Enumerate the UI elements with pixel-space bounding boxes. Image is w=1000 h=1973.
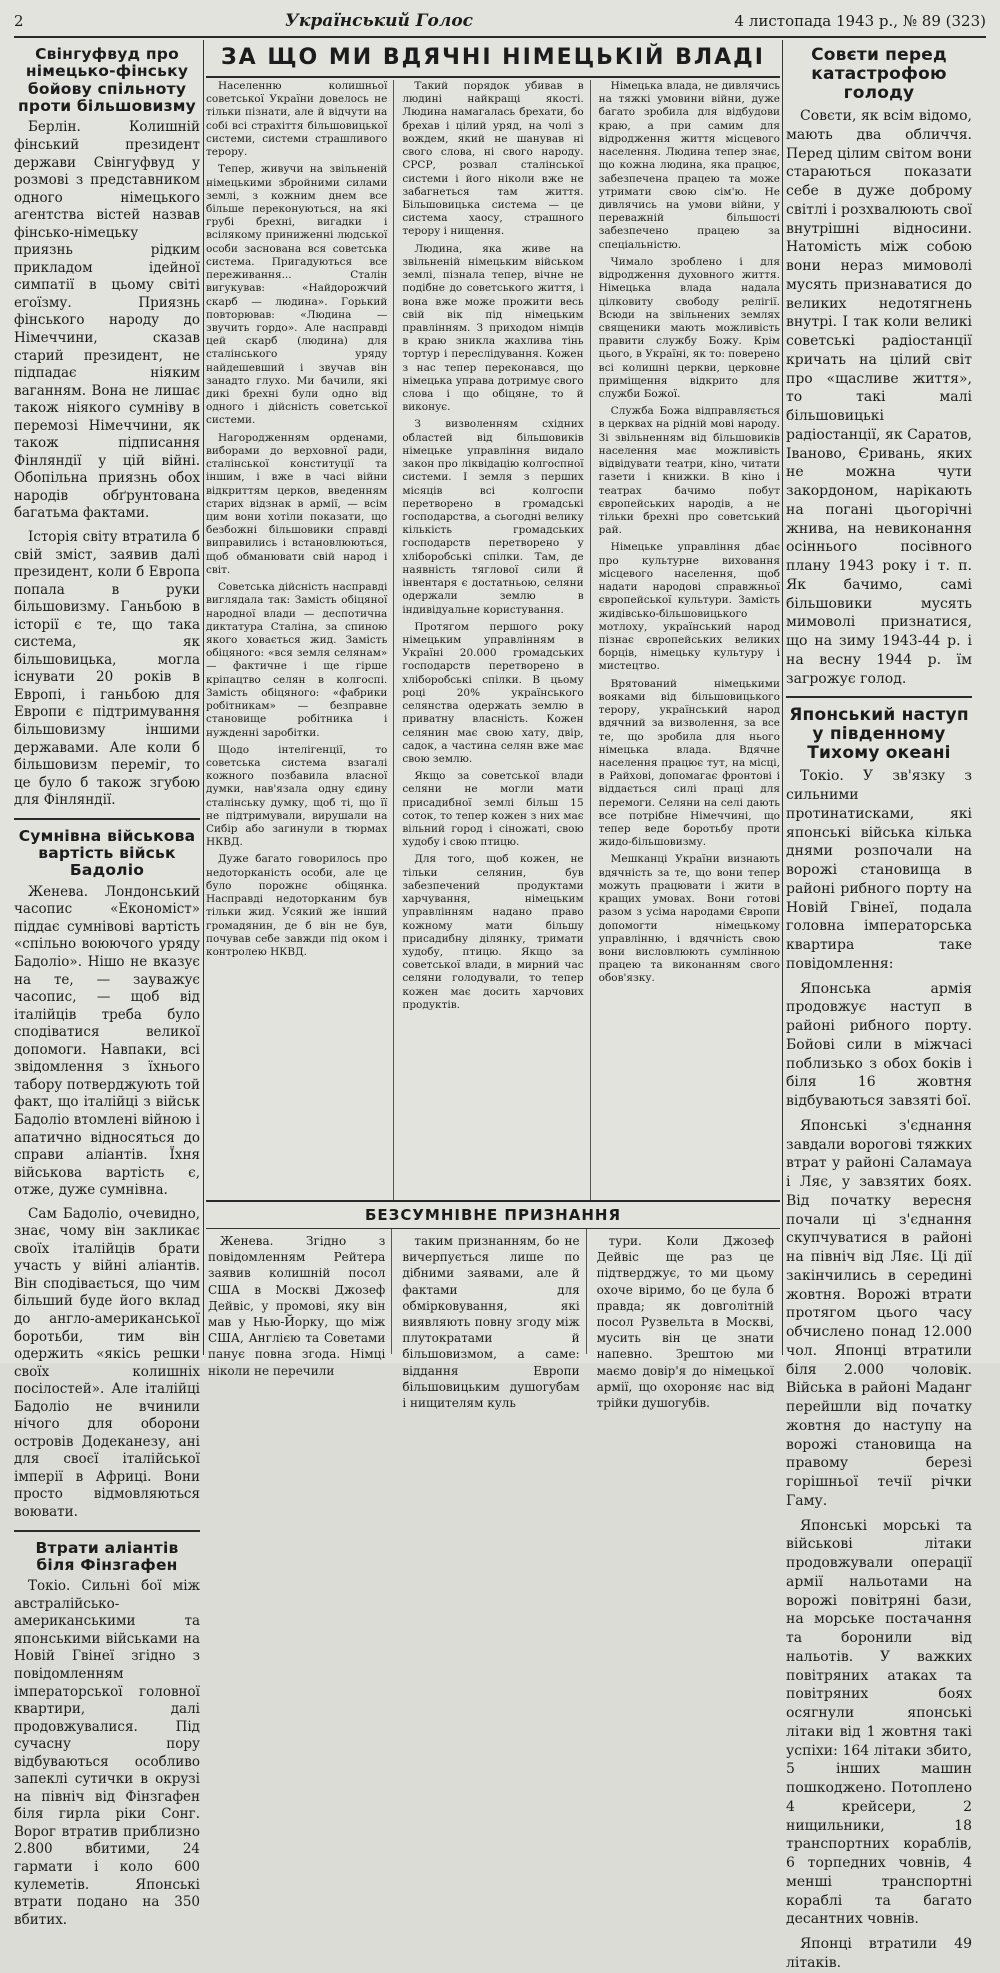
paragraph: Японці втратили 49 літаків.	[786, 1936, 972, 1971]
paragraph: Совєти, як всім відомо, мають два обличчя. Перед цілим світом вони стараються показати себе в дуже доброму світлі і розхвалюють свої внутрішні відносини. Натомість між собою вони нераз мимоволі мусять признаватися до великих недотягнень внутрі. І так коли великі советські радіостанції кричать на цілий світ про «щасливе життя», то такі малі більшовицькі радіостанції, як Саратов, Іваново, Єривань, яких не можна чути закордоном, нарікають на погані цьогорічні жнива, на невиконання осіннього посівного плану 1943 року і т. п. Як бачимо, самі більшовики мусять мимоволі признатися, що на зиму 1943-44 р. і на весну 1944 р. їм загрожує голод.	[786, 108, 972, 687]
article-title-japan: Японський наступ у південному Тихому океані	[789, 705, 969, 764]
paragraph: Нагородженням орденами, виборами до верховної ради, сталінської конституції та іншим, і вже в часі війни відкриттям церков, введенням старих відзнак в армії, — всім цим вони хотіли показати, що безбожні більшовики справді виправились і встановлюються, щоб обманювати свій народ і світ.	[206, 431, 388, 576]
page-header	[14, 6, 986, 38]
article-svinhufvud	[14, 119, 200, 809]
paragraph: Німецька влада, не дивлячись на тяжкі умовини війни, дуже багато зробила для відбудови краю, а при самим для відродження життя місцевого населення. Людина тепер знає, що кожна людина, яка працює, забезпечена працею та може утримати свою сім'ю. Не дивлячись на умови війни, у переважній більшості забезпечено працею за спеціальністю.	[598, 80, 780, 251]
paragraph: Сам Бадоліо, очевидно, знає, чому він закликає своїх італійців брати участь у війні аліантів. Він сподівається, що чим більший буде його вклад до англо-американської боротьби, тим він одержить «якісь решки своїх колишніх посілостей». Але італійці Бадоліо не вчинили нічого для оборони островів Додеканезу, ані для своєї італійської імперії в Африці. Вони просто відмовляються воювати.	[14, 1205, 200, 1520]
paragraph: Советська дійсність насправді виглядала так: Замість обіцяної народної влади — деспотична диктатура Сталіна, за спиною якого ховається жид. Замість обіцяного: «вся земля селянам» — фактичне і ще гірше кріпацтво селян в колгоспі. Замість обіцяного: «фабрики робітникам» — безправне становище робітника і нужденні заробітки.	[206, 581, 388, 739]
paragraph: Щодо інтелігенції, то советська система взагалі кожного позбавила власної думки, нав'язала одну єдину сталінську думку, щоб ті, що її не підтримували, вирушали на Сибір або загинули в тюрмах НКВД.	[206, 743, 388, 849]
paragraph: Чимало зроблено і для відродження духовного життя. Німецька влада надала цілковиту свободу релігії. Всюди на звільнених землях священики мають можливість правити службу Божу. Крім цього, в Україні, як то: поверено всі колишні церкви, церковне приміщення відкрито для служби Божої.	[598, 255, 780, 401]
paragraph: таким признанням, бо не вичерпується лише по дібними заявами, але й фактами для обмірковування, які виявляють повну згоду між плутократами й більшовизмом, а саме: віддання Европи більшовицьким душогубам і нищителям куль	[402, 1234, 580, 1410]
bottom-article-column-2	[400, 1229, 586, 1410]
paragraph: Токіо. У зв'язку з сильними протинатисками, які японські війська кілька днями розпочали на ворожі становища в районі рибного порту на Новій Гвінеї, подала головна імператорська квартира таке повідомлення:	[786, 768, 972, 972]
article-title-finschhafen: Втрати аліантів біля Фінзгафен	[35, 1538, 179, 1574]
paper-name: Український Голос	[285, 11, 474, 31]
left-column	[14, 40, 200, 1928]
article-title-famine: Совєти перед катастрофою голоду	[811, 45, 947, 104]
divider	[14, 1530, 200, 1532]
paragraph: Берлін. Колишній фінський президент держави Свінгуфвуд у розмові з представником одного німецького агентства вістей назвав фінсько-німецьку приязнь рідким прикладом ідейної симпатії в цьому світі егоїзму. Приязнь фінського народу до Німеччини, сказав старий президент, не підпадає ніяким ваганням. Вона не лишає також ніякого сумніву в перемозі Німеччини, як також підписання Фінляндії у цій війні. Обопільна приязнь обох народів обґрунтована багатьма фактами.	[14, 119, 200, 522]
divider	[786, 696, 972, 698]
divider	[14, 818, 200, 820]
article-japan	[786, 767, 972, 1972]
paragraph: Якщо за советської влади селяни не могли мати присадибної землі більш 15 соток, то тепер кожен з них має вільний город і сіножаті, свою худобу і свою птицю.	[402, 770, 584, 849]
paragraph: Мешканці України визнають вдячність за те, що вони тепер можуть працювати і жити в кращих умовах. Вони готові разом з усіма народами Європи допомогти німецькому управлінню, і вдячність свою вони висловлюють сумлінною працею та виконанням свого обов'язку.	[598, 853, 780, 985]
paragraph: Японські морські та військові літаки продовжували операції армії нальотами на ворожі повітряні бази, на морське постачання та боронили від нальотів. У важких повітряних атаках та повітряних боях осягнули японські літаки від 1 жовтня такі успіхи: 164 літаки збито, 5 інших машин пошкоджено. Потоплено 4 крейсери, 2 нищильники, 18 транспортних кораблів, 6 торпедних човнів, 4 менші транспортні кораблі та багато десантних човнів.	[786, 1517, 972, 1928]
bottom-article	[206, 1200, 780, 1410]
paragraph: тури. Коли Джозеф Дейвіс ще раз це підтверджує, то ми цьому охоче віримо, бо це була б правда; як довголітній посол Рузвельта в Москві, мусить він це знати напевно. Зрештою ми маємо довір'я до німецької армії, що охороняє нас від трійки душогубів.	[596, 1234, 774, 1410]
main-article-column-2	[402, 80, 590, 1200]
article-title-badoglio: Сумнівна військова вартість військ Бадоліо	[18, 826, 196, 880]
page-number: 2	[14, 12, 24, 30]
paragraph: Токіо. Сильні бої між австралійсько-американськими та японськими військами на Новій Гвінеї згідно з повідомленням імператорської головної квартири, далі продовжувалися. Під сучасну пору відбуваються особливо запеклі сутички в окрузі на північ від Фінзгафен біля гирла ріки Сонг. Ворог втратив приблизно 2.800 вбитими, 24 гармати і коло 600 кулеметів. Японські втрати подано на 350 вбитих.	[14, 1578, 200, 1928]
article-badoglio	[14, 884, 200, 1522]
article-famine	[786, 107, 972, 688]
bottom-article-column-1	[206, 1229, 392, 1378]
paragraph: Тепер, живучи на звільненій німецькими збройними силами землі, з кожним днем все більше переконуються, на які грубі брехні, вигадки і всілякому приниженні людської особи заснована вся советська система. Пригадуються все переживання... Сталін вигукував: «Найдорожчий скарб — людина». Горький повторював: «Людина — звучить гордо». Але насправді цей скарб (людина) для сталінського уряду найдешевший і звучав він занадто глухо. Ми бачили, які дикі брехні були одно від одного і дійсність советської системи.	[206, 163, 388, 427]
bottom-article-body	[206, 1229, 780, 1410]
main-article-title: ЗА ЩО МИ ВДЯЧНІ НІМЕЦЬКІЙ ВЛАДІ	[206, 40, 780, 78]
paragraph: Людина, яка живе на звільненій німецьким військом землі, пізнала тепер, вічне не подібне до советського життя, і вона вже може прожити весь свій вік під німецьким правлінням. З приходом німців в краю зникла жахлива тінь тортур і переслідування. Кожен з нас тепер переконався, що німецька управа дотримує свого слова і що обіцяне, то й виконує.	[402, 242, 584, 414]
main-article-body	[206, 80, 780, 1200]
issue-info: 4 листопада 1943 р., № 89 (323)	[734, 12, 986, 30]
paragraph: Японська армія продовжує наступ в районі рибного порту. Бойові сили в міжчасі поблизько з обох боків і біля 16 жовтня відбуваються завзяті бої.	[786, 980, 972, 1110]
column-rule	[782, 40, 783, 1355]
article-title-svinhufvud: Свінгуфвуд про німецько-фінську бойову спільноту проти більшовизму	[18, 45, 196, 116]
paragraph: Протягом першого року німецьким управлінням в Україні 20.000 громадських господарств перетворено в хліборобські спілки. В цьому році 20% українського селянства одержать землю в приватну власність. Кожен селянин має свою хату, двір, садок, а частина селян вже має свою землю.	[402, 620, 584, 765]
paragraph: Населенню колишньої советської України довелось не тільки пізнати, але й відчути на собі всі страхіття більшовицької системи, системи страшливого терору.	[206, 80, 388, 159]
main-article-column-3	[599, 80, 780, 1200]
article-finschhafen	[14, 1578, 200, 1929]
paragraph: Німецьке управління дбає про культурне виховання місцевого населення, щоб надати народові справжньої європейської культури. Замість жидівсько-більшовицького мотлоху, український народ пізнає європейських великих борців, німецьку культуру і мистецтво.	[598, 541, 780, 673]
paragraph: Історія світу втратила б свій зміст, заявив далі президент, коли б Европа попала в руки більшовизму. Ганьбою в історії є те, що така система, як більшовицька, могла існувати 20 років в Европі, і ганьбою для Европи є підтримування більшовизму іншими державами. Але коли б більшовизм переміг, то це було б також згубою для Фінляндії.	[14, 529, 200, 809]
paragraph: З визволенням східних областей від більшовиків німецьке управління видало закон про ліквідацію колгоспної системи. І земля з перших місяців всі колгоспи перетворено в громадські господарства, а сьогодні велику кількість громадських господарств перетворено у хліборобські спілки. Там, де наявність тяглової сили й інвентаря є достатньою, селяни одержали землю в індивідуальне користування.	[402, 418, 584, 616]
right-column	[786, 40, 972, 1971]
main-article-column-1	[206, 80, 394, 1200]
paragraph: Для того, щоб кожен, не тільки селянин, був забезпечений продуктами харчування, німецьким управлінням надано право кожному мати більшу присадибну ділянку, тримати худобу, птицю. Якщо за советської влади, в мирний час селяни голодували, то тепер кожен має досить харчових продуктів.	[402, 853, 584, 1011]
paragraph: Женева. Згідно з повідомленням Рейтера заявив колишній посол США в Москві Джозеф Дейвіс, у промові, яку він мав у Нью-Йорку, що між США, Англією та Советами панує повна згода. Німці ніколи не перечили	[208, 1234, 386, 1378]
bottom-article-column-3	[595, 1229, 780, 1410]
paragraph: Дуже багато говорилось про недоторканість особи, але це було порожнє обіцянка. Насправді недоторканим був тільки жид. Усякий же інший громадянин, де б він не був, почував себе завжди під оком і контролею НКВД.	[206, 853, 388, 958]
paragraph: Такий порядок убивав в людині найкращі якості. Людина намагалась брехати, бо брехав і цілий уряд, на чолі з вождем, який не шанував ні свого слова, ні свого народу. СРСР, розвал сталінської системи і його ніколи вже не забагнеться там життя. Більшовицька система — це система хаосу, страшного терору і нищення.	[402, 80, 584, 238]
paragraph: Женева. Лондонський часопис «Економіст» піддає сумнівові вартість «спільно воюючого уряду Бадоліо». Нішо не вказує на те, — зауважує часопис, — щоб від італійців треба було сподіватися великої допомоги. Навпаки, всі звідомлення з їхнього табору потверджують той факт, що італійці з військ Бадоліо втомлені війною і апатично відносяться до справи аліантів. Їхня військова вартість є, отже, дуже сумнівна.	[14, 883, 200, 1199]
paragraph: Служба Божа відправляється в церквах на рідній мові народу. Зі звільненням від більшовиків населення має можливість відвідувати театри, кіно, читати газети і книжки. В кіно і театрах бачимо побут європейських народів, а не тільки брехні про советський рай.	[598, 405, 780, 537]
paragraph: Врятований німецькими вояками від більшовицького терору, український народ вдячний за визволення, за все те, що зробила для нього німецька влада. Вдячне населення працює тут, на місці, в Райхові, допомагає фронтові і віддається силі праці для перемоги. Селяни на селі дають все потрібне Німеччині, що тепер веде боротьбу проти жидо-більшовизму.	[598, 677, 780, 849]
bottom-article-title: БЕЗСУМНІВНЕ ПРИЗНАННЯ	[206, 1202, 780, 1229]
column-rule	[203, 40, 204, 1355]
paragraph: Японські з'єднання завдали ворогові тяжких втрат у районі Саламауа і Ляє, у завзятих боях. Від початку вересня почали ці з'єднання скупчуватися в районі на північ від Ляє. Ці дії закінчились в середині жовтня. Ворожі втрати протягом цього часу обчислено понад 12.000 чол. Японці втратили біля 2.000 чоловік. Війська в районі Маданг перейшли від початку жовтня до наступу на ворожі становища на правому березі горішньої течії річки Гаму.	[786, 1117, 972, 1509]
